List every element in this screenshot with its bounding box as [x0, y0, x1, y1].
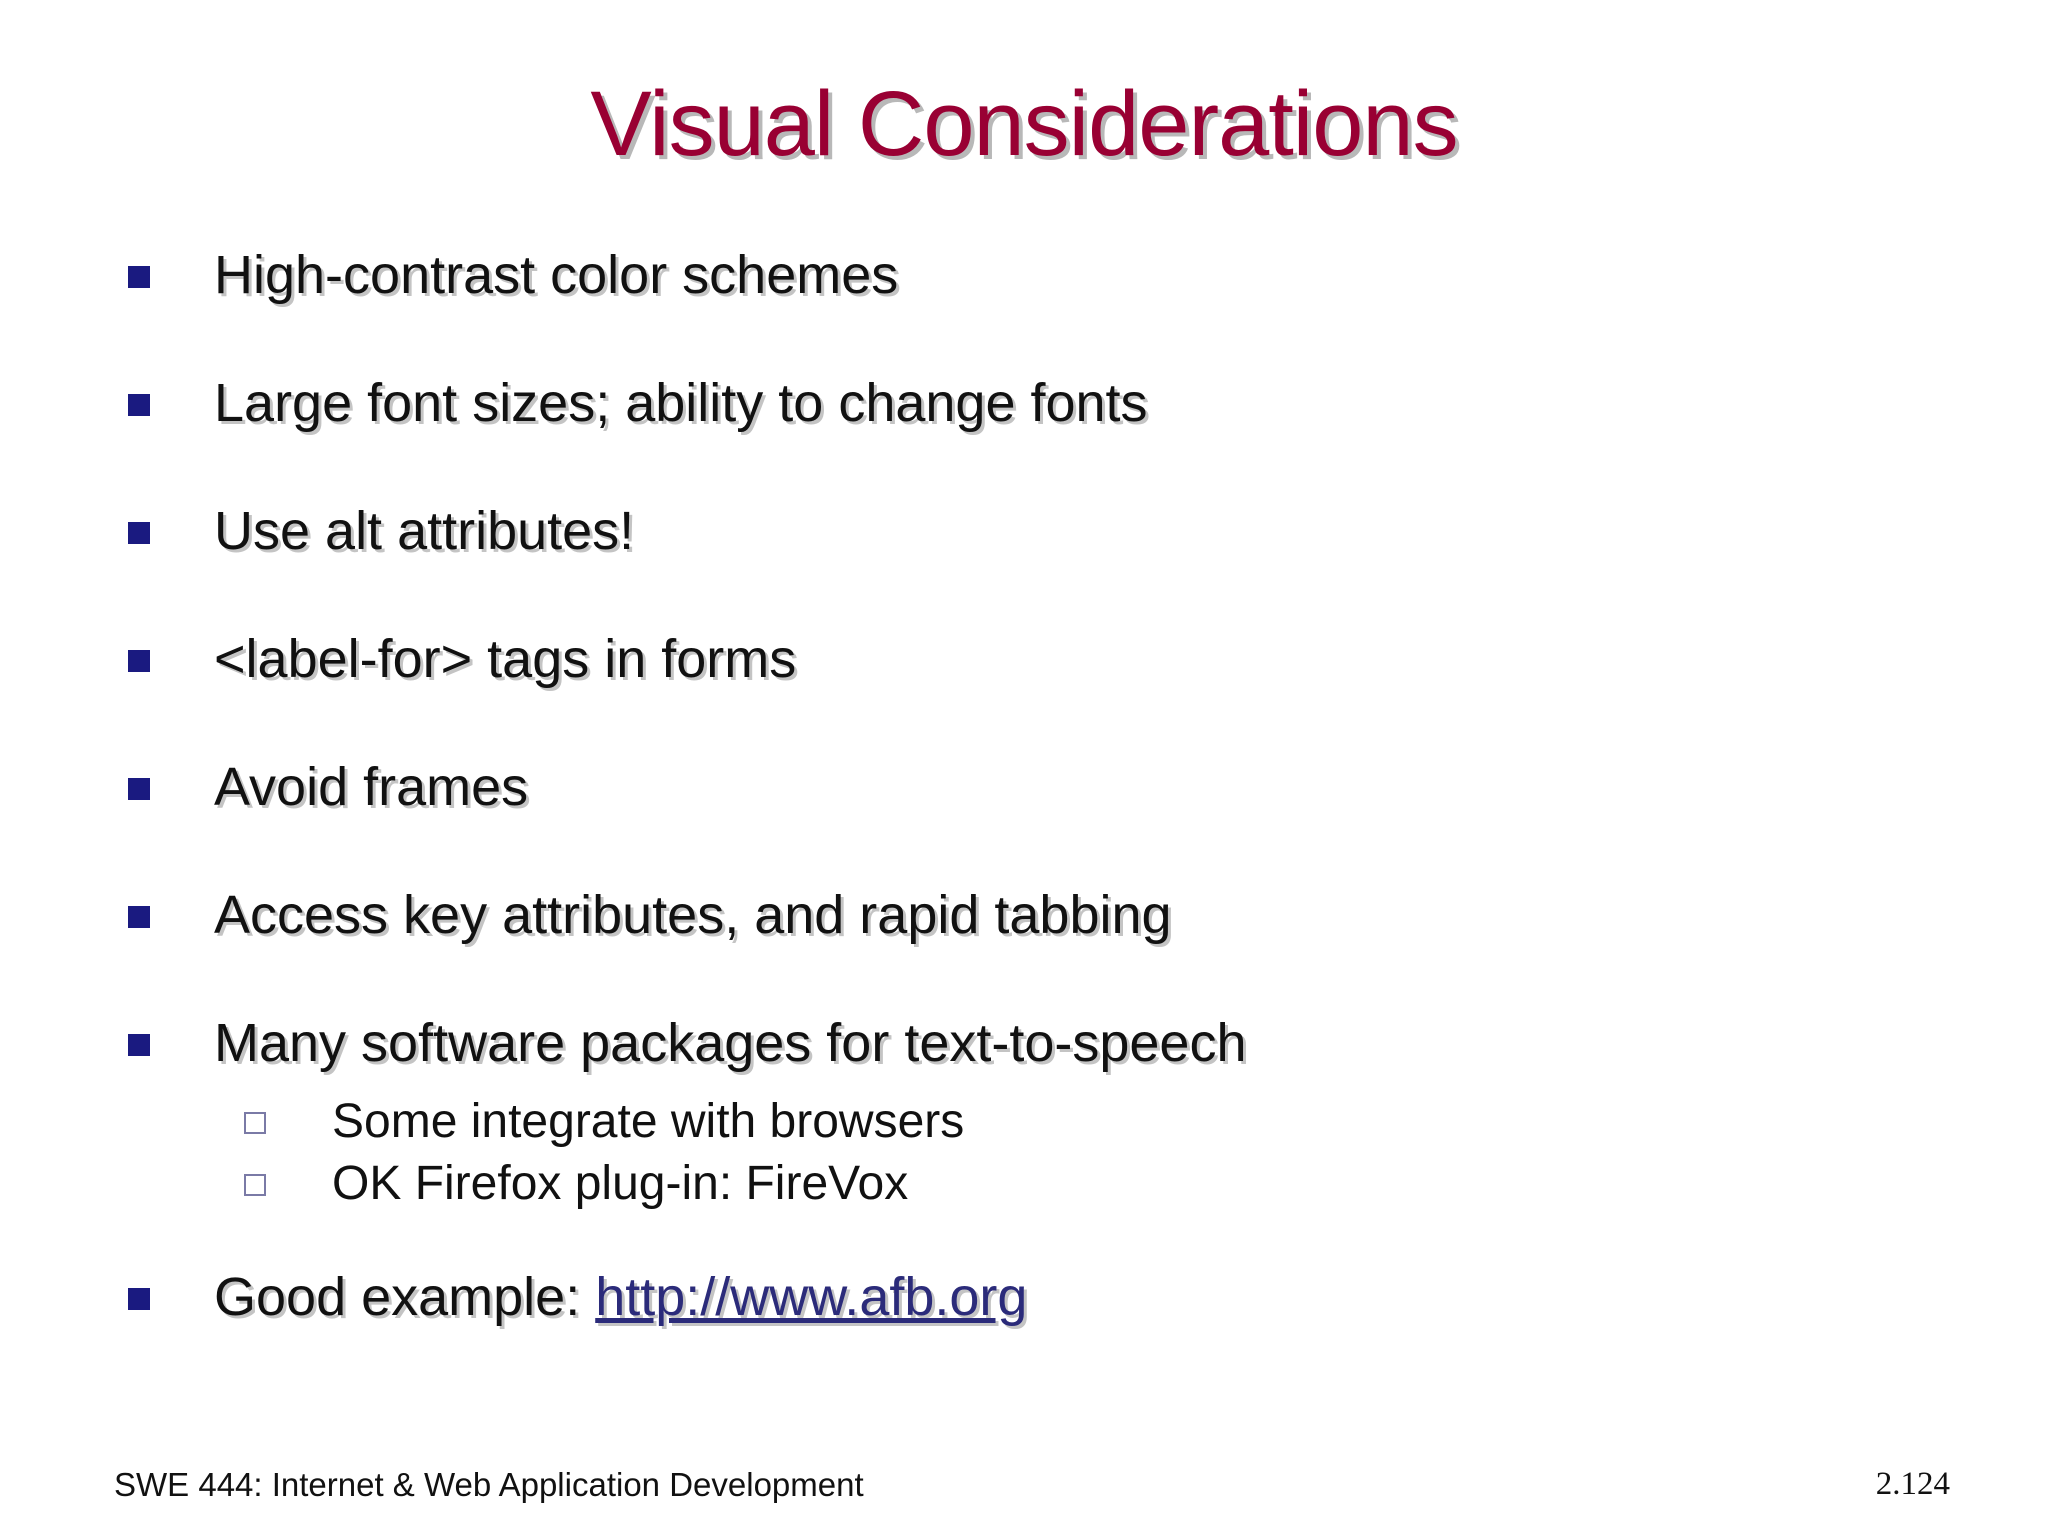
- square-bullet-icon: [128, 906, 150, 928]
- square-bullet-icon: [128, 394, 150, 416]
- bullet-text: <label-for> tags in forms: [214, 629, 797, 689]
- bullet-text: High-contrast color schemes: [214, 245, 899, 305]
- hollow-square-bullet-icon: [244, 1174, 266, 1196]
- bullet-text: Use alt attributes!: [214, 501, 635, 561]
- sub-bullet-text: OK Firefox plug-in: FireVox: [332, 1157, 909, 1210]
- footer-page-number: 2.124: [1875, 1466, 1950, 1502]
- bullet-text-with-link: [214, 1266, 1027, 1328]
- bullet-text: Avoid frames: [214, 757, 529, 817]
- bullet-text: Good example:: [214, 1267, 596, 1327]
- afb-link[interactable]: http://www.afb.org: [595, 1267, 1028, 1327]
- square-bullet-icon: [128, 1288, 150, 1310]
- sub-bullet-text: Some integrate with browsers: [332, 1095, 965, 1148]
- square-bullet-icon: [128, 778, 150, 800]
- bullet-text: Many software packages for text-to-speech: [214, 1013, 1247, 1073]
- square-bullet-icon: [128, 266, 150, 288]
- bullet-text: Large font sizes; ability to change fonts: [214, 373, 1148, 433]
- square-bullet-icon: [128, 650, 150, 672]
- bullet-text: Access key attributes, and rapid tabbing: [214, 885, 1172, 945]
- square-bullet-icon: [128, 522, 150, 544]
- slide-title: Visual Considerations: [590, 73, 1458, 175]
- hollow-square-bullet-icon: [244, 1112, 266, 1134]
- square-bullet-icon: [128, 1034, 150, 1056]
- footer-course: SWE 444: Internet & Web Application Development: [114, 1466, 864, 1503]
